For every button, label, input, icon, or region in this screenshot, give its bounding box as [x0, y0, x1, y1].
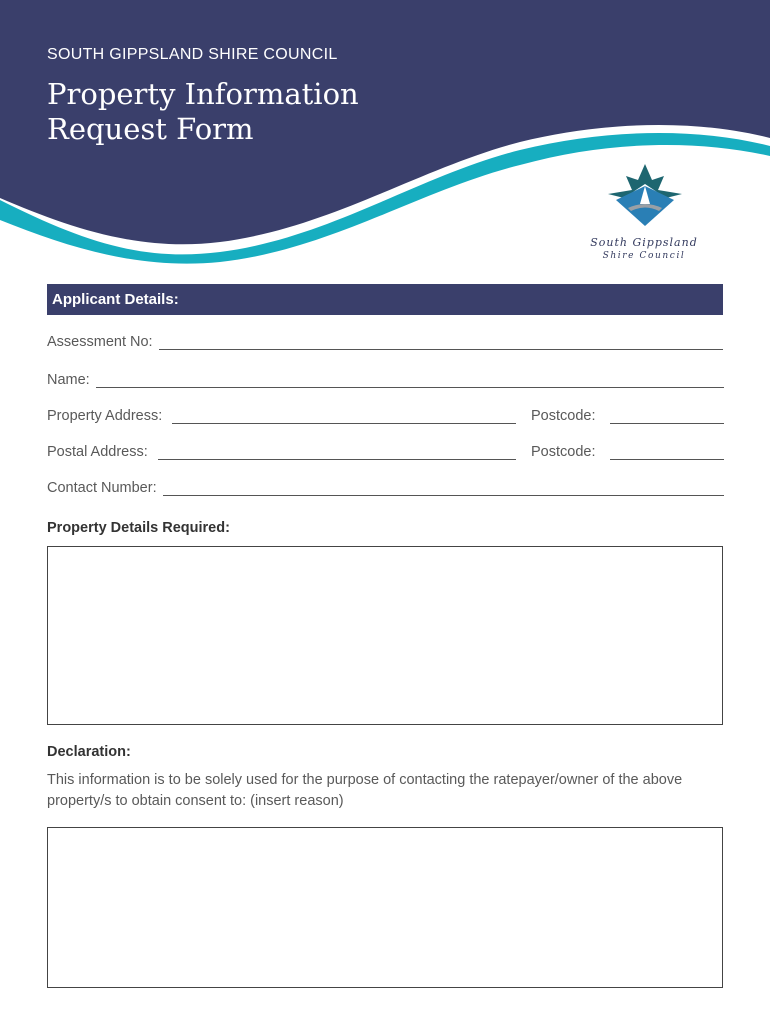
assessment-no-line[interactable] — [159, 349, 723, 350]
property-address-line[interactable] — [172, 423, 516, 424]
contact-number-line[interactable] — [163, 495, 724, 496]
contact-number-label: Contact Number: — [47, 480, 157, 496]
postal-postcode-line[interactable] — [610, 459, 725, 460]
form-title-line-2: Request Form — [47, 112, 254, 146]
applicant-details-heading: Applicant Details: — [47, 284, 723, 315]
name-field[interactable] — [47, 372, 724, 389]
assessment-no-field[interactable] — [47, 334, 723, 351]
postal-postcode-label: Postcode: — [531, 444, 596, 460]
logo-text-shire-council: Shire Council — [602, 251, 686, 261]
property-postcode-label: Postcode: — [531, 408, 596, 424]
contact-number-field[interactable] — [47, 480, 724, 497]
property-postcode-line[interactable] — [610, 423, 725, 424]
assessment-no-label: Assessment No: — [47, 334, 153, 350]
council-logo — [580, 160, 710, 270]
declaration-reason-textbox[interactable] — [47, 827, 723, 988]
form-title-line-1: Property Information — [47, 77, 359, 111]
name-line[interactable] — [96, 387, 724, 388]
declaration-heading: Declaration: — [47, 744, 131, 760]
postal-address-line[interactable] — [158, 459, 516, 460]
form-title — [47, 77, 359, 147]
property-details-heading: Property Details Required: — [47, 520, 230, 536]
property-postcode-field[interactable] — [531, 408, 724, 425]
south-gippsland-logo-icon — [606, 160, 684, 230]
logo-text-south-gippsland: South Gippsland — [590, 236, 698, 249]
name-label: Name: — [47, 372, 90, 388]
postal-address-field[interactable] — [47, 444, 516, 461]
council-name: SOUTH GIPPSLAND SHIRE COUNCIL — [47, 46, 338, 63]
postal-address-label: Postal Address: — [47, 444, 148, 460]
property-address-field[interactable] — [47, 408, 516, 425]
property-address-label: Property Address: — [47, 408, 163, 424]
declaration-text: This information is to be solely used for the purpose of contacting the ratepayer/owner of the above property/s to obtain consent to: (insert reason) — [47, 772, 683, 809]
postal-postcode-field[interactable] — [531, 444, 724, 461]
property-details-textbox[interactable] — [47, 546, 723, 725]
